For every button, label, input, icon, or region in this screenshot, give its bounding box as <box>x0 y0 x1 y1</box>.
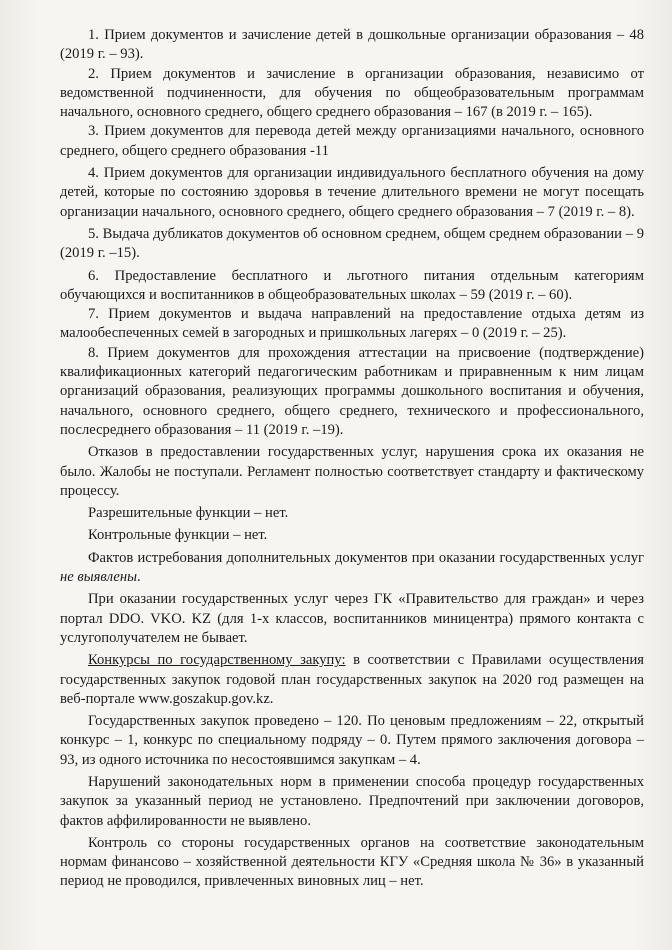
procurement-paragraph <box>60 651 644 709</box>
item-3: 3. Прием документов для перевода детей между организациями начального, основного среднего, общего среднего образования -11 <box>60 123 644 159</box>
item-2: 2. Прием документов и зачисление в организации образования, независимо от ведомственной подчиненности, для обучения по общеобразовательным программам начального, основного среднего, общего среднего образования – 167 (в 2019 г. – 165). <box>60 65 644 121</box>
permit-functions: Разрешительные функции – нет. <box>88 505 289 522</box>
item-6: 6. Предоставление бесплатного и льготного питания отдельным категориям обучающихся и воспитанников в общеобразовательных школах – 59 (2019 г. – 60). <box>60 267 644 303</box>
item-5: 5. Выдача дубликатов документов об основном среднем, общем среднем образовании – 9 (2019 г. –15). <box>60 225 644 262</box>
no-contact-paragraph: При оказании государственных услуг через ГК «Правительство для граждан» и через портал DDO. VKO. KZ (для 1-х классов, воспитанников миницентра) прямого контакта с услугополучателем не бывает. <box>60 591 644 646</box>
item-1: 1. Прием документов и зачисление детей в дошкольные организации образования – 48 (2019 г. – 93). <box>60 27 644 63</box>
facts-text: Фактов истребования дополнительных документов при оказании государственных услуг <box>88 549 644 566</box>
facts-paragraph <box>60 549 644 588</box>
facts-end: . <box>137 569 141 586</box>
item-8: 8. Прием документов для прохождения аттестации на присвоение (подтверждение) квалификационных категорий педагогическим работникам и приравненным к ним лицам организаций образования, реализующих программы дошкольного воспитания и обучения, начального, основного среднего, общего среднего, технического и профессионального, послесреднего образования – 11 (2019 г. –19). <box>60 344 644 438</box>
no-violations-paragraph: Нарушений законодательных норм в применении способа процедур государственных закупок за указанный период не установлено. Предпочтений при заключении договоров, фактов аффилированности не выявлено. <box>60 773 644 829</box>
procurement-counts: Государственных закупок проведено – 120. По ценовым предложениям – 22, открытый конкурс – 1, конкурс по специальному подряду – 0. Путем прямого заключения договора – 93, из одного источника по несостоявшимся закупкам – 4. <box>60 713 644 768</box>
procurement-text: в соответствии с Правилами осуществления государственных закупок годовой план государственных закупок на 2020 год размещен на веб-портале www.goszakup.gov.kz. <box>60 652 644 707</box>
facts-italic: не выявлены <box>60 569 138 586</box>
item-4: 4. Прием документов для организации индивидуального бесплатного обучения на дому детей, которые по состоянию здоровья в течение длительного времени не могут посещать организации начального, основного среднего, общего среднего образования – 7 (2019 г. – 8). <box>60 165 644 220</box>
refusals-paragraph: Отказов в предоставлении государственных услуг, нарушения срока их оказания не было. Жалобы не поступали. Регламент полностью соответствует стандарту и фактическому процессу. <box>60 444 644 499</box>
state-control-paragraph: Контроль со стороны государственных органов на соответствие законодательным нормам финансово – хозяйственной деятельности КГУ «Средняя школа № 36» в указанный период не проводился, привлеченных виновных лиц – нет. <box>60 834 644 890</box>
control-functions: Контрольные функции – нет. <box>88 527 268 544</box>
procurement-heading: Конкурсы по государственному закупу: <box>88 652 346 669</box>
item-7: 7. Прием документов и выдача направлений на предоставление отдыха детям из малообеспеченных семей в загородных и пришкольных лагерях – 0 (2019 г. – 25). <box>60 306 644 342</box>
